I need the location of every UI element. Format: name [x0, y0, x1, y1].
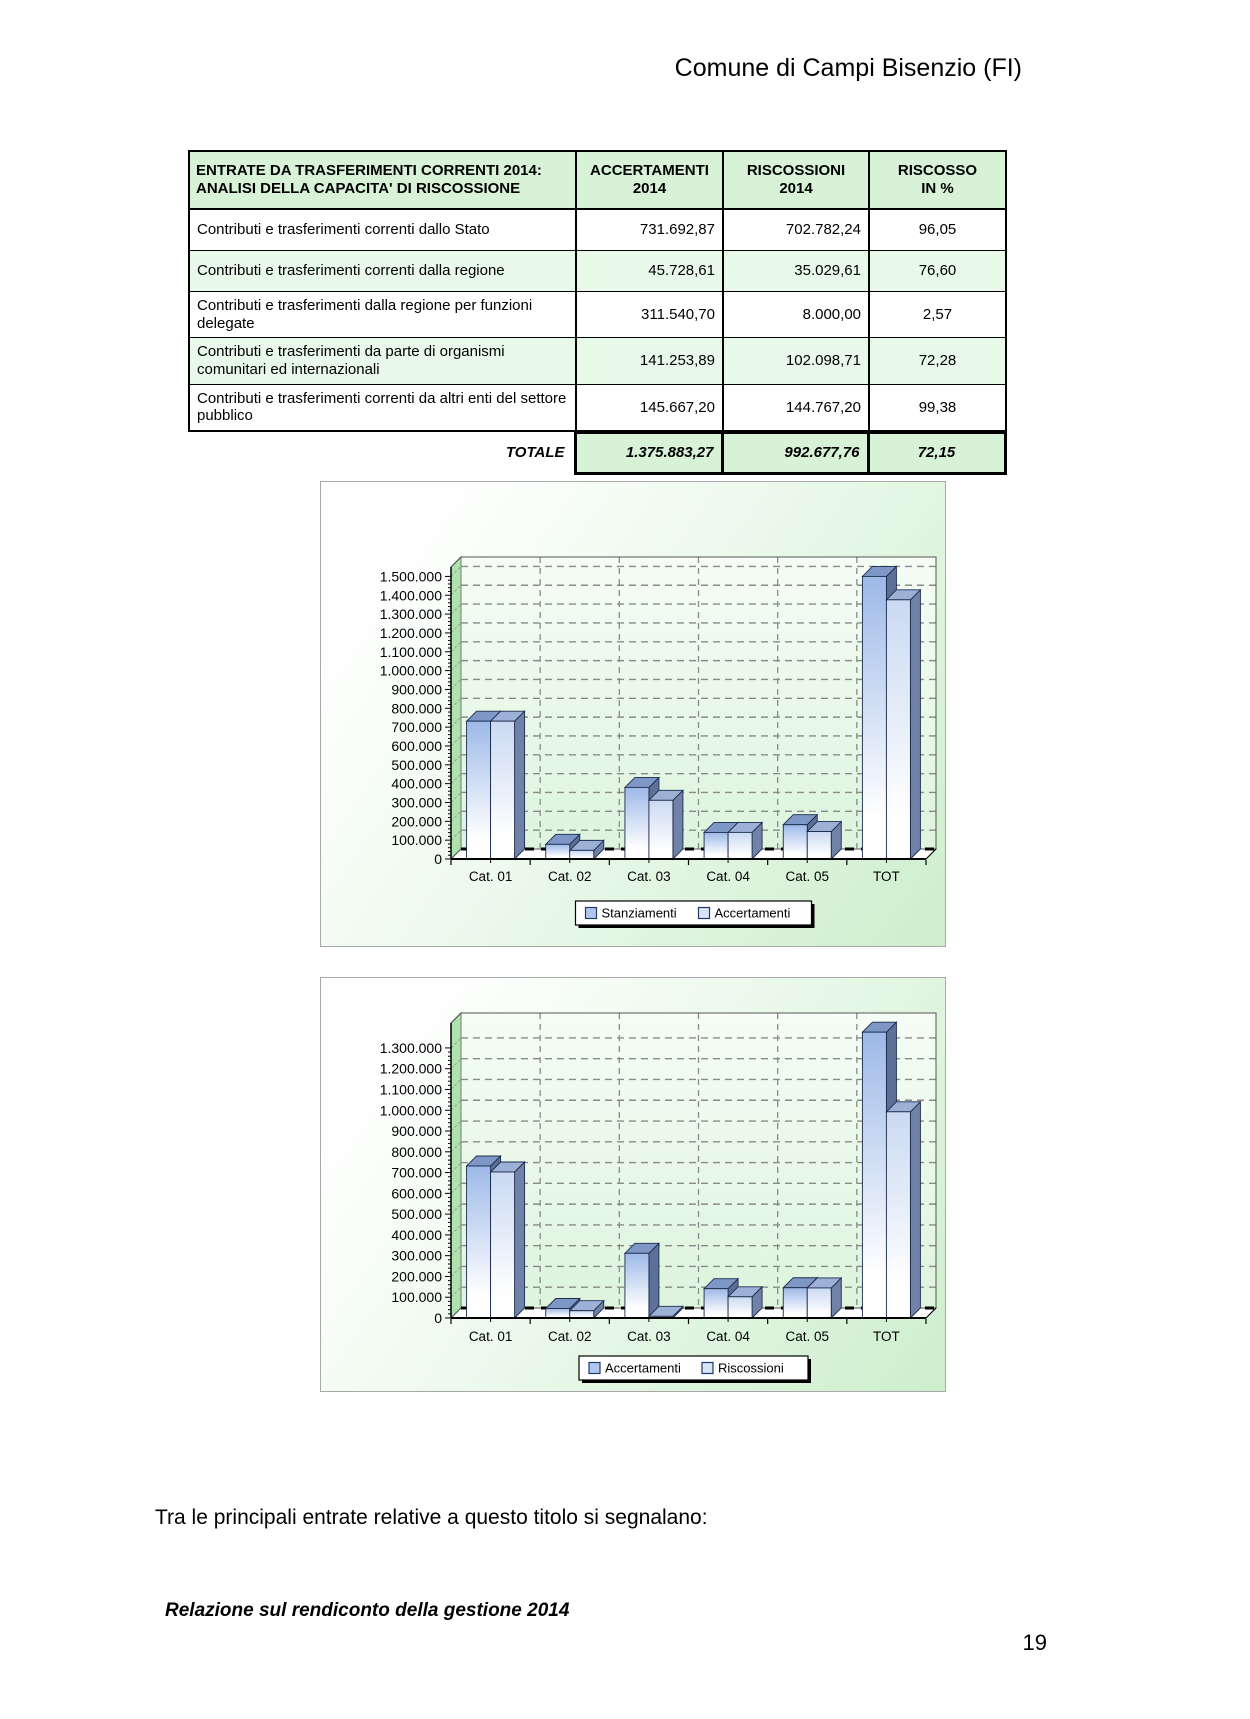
col-header-riscosso: RISCOSSO IN % [869, 151, 1006, 209]
table-total-row [188, 431, 1007, 475]
svg-text:Cat. 02: Cat. 02 [547, 869, 592, 884]
accertamenti-riscossioni-chart-svg [321, 978, 945, 1391]
svg-text:300.000: 300.000 [391, 794, 442, 811]
svg-text:1.300.000: 1.300.000 [379, 606, 442, 623]
svg-text:Accertamenti: Accertamenti [714, 905, 791, 921]
svg-text:Riscossioni: Riscossioni [718, 1360, 784, 1376]
document-footer: Relazione sul rendiconto della gestione 2014 [165, 1600, 570, 1621]
svg-text:200.000: 200.000 [391, 813, 442, 830]
cell-riscossioni: 8.000,00 [723, 292, 869, 338]
document-header: Comune di Campi Bisenzio (FI) [674, 54, 1022, 82]
total-riscossioni: 992.677,76 [722, 433, 868, 474]
row-label: Contributi e trasferimenti dalla regione per funzioni delegate [189, 292, 576, 338]
table-row [189, 384, 1006, 431]
svg-text:1.300.000: 1.300.000 [379, 1039, 442, 1056]
cell-riscosso: 76,60 [869, 251, 1006, 292]
svg-text:Stanziamenti: Stanziamenti [601, 905, 677, 921]
body-paragraph: Tra le principali entrate relative a questo titolo si segnalano: [155, 1506, 708, 1529]
svg-text:200.000: 200.000 [391, 1268, 442, 1285]
entrate-table [188, 150, 1007, 432]
svg-text:Cat. 05: Cat. 05 [785, 869, 830, 884]
svg-text:Cat. 01: Cat. 01 [468, 1329, 513, 1344]
svg-text:400.000: 400.000 [391, 775, 442, 792]
table-title-line2: ANALISI DELLA CAPACITA' DI RISCOSSIONE [196, 180, 521, 197]
row-label: Contributi e trasferimenti correnti dalla regione [189, 251, 576, 292]
table-row [189, 292, 1006, 338]
svg-text:400.000: 400.000 [391, 1226, 442, 1243]
svg-text:700.000: 700.000 [391, 1164, 442, 1181]
svg-text:Accertamenti: Accertamenti [605, 1360, 681, 1376]
svg-text:Cat. 01: Cat. 01 [468, 869, 513, 884]
svg-text:Cat. 04: Cat. 04 [706, 869, 750, 884]
table-header-row [189, 151, 1006, 209]
svg-text:Cat. 03: Cat. 03 [627, 869, 671, 884]
svg-text:1.500.000: 1.500.000 [379, 568, 442, 585]
table-row [189, 209, 1006, 251]
cell-accertamenti: 731.692,87 [576, 209, 723, 251]
svg-text:TOT: TOT [873, 869, 900, 884]
svg-text:0: 0 [434, 851, 442, 867]
svg-text:0: 0 [434, 1310, 442, 1326]
cell-riscossioni: 102.098,71 [723, 338, 869, 384]
cell-riscosso: 2,57 [869, 292, 1006, 338]
svg-text:1.000.000: 1.000.000 [379, 1102, 442, 1119]
col-header-accertamenti: ACCERTAMENTI 2014 [576, 151, 723, 209]
svg-text:500.000: 500.000 [391, 756, 442, 773]
svg-text:1.200.000: 1.200.000 [379, 624, 442, 641]
cell-accertamenti: 311.540,70 [576, 292, 723, 338]
svg-text:1.100.000: 1.100.000 [379, 643, 442, 660]
accertamenti-riscossioni-chart [320, 977, 946, 1392]
svg-text:600.000: 600.000 [391, 1185, 442, 1202]
table-title-cell [189, 151, 576, 209]
svg-text:500.000: 500.000 [391, 1206, 442, 1223]
cell-accertamenti: 141.253,89 [576, 338, 723, 384]
svg-text:300.000: 300.000 [391, 1247, 442, 1264]
cell-riscosso: 99,38 [869, 384, 1006, 431]
cell-riscosso: 72,28 [869, 338, 1006, 384]
svg-text:100.000: 100.000 [391, 832, 442, 849]
collection-capacity-table [188, 150, 1005, 475]
row-label: Contributi e trasferimenti correnti da altri enti del settore pubblico [189, 384, 576, 431]
table-row [189, 338, 1006, 384]
row-label: Contributi e trasferimenti da parte di organismi comunitari ed internazionali [189, 338, 576, 384]
cell-accertamenti: 145.667,20 [576, 384, 723, 431]
cell-riscossioni: 702.782,24 [723, 209, 869, 251]
svg-text:100.000: 100.000 [391, 1289, 442, 1306]
svg-text:800.000: 800.000 [391, 1143, 442, 1160]
row-label: Contributi e trasferimenti correnti dallo Stato [189, 209, 576, 251]
svg-text:TOT: TOT [873, 1329, 900, 1344]
total-label: TOTALE [505, 444, 565, 462]
cell-riscossioni: 144.767,20 [723, 384, 869, 431]
page-number: 19 [1022, 1630, 1047, 1655]
svg-text:1.100.000: 1.100.000 [379, 1081, 442, 1098]
svg-text:700.000: 700.000 [391, 719, 442, 736]
svg-text:600.000: 600.000 [391, 737, 442, 754]
svg-text:Cat. 05: Cat. 05 [785, 1329, 830, 1344]
svg-text:Cat. 02: Cat. 02 [547, 1329, 592, 1344]
cell-riscossioni: 35.029,61 [723, 251, 869, 292]
svg-text:900.000: 900.000 [391, 1123, 442, 1140]
svg-text:900.000: 900.000 [391, 681, 442, 698]
svg-text:800.000: 800.000 [391, 700, 442, 717]
svg-text:Cat. 04: Cat. 04 [706, 1329, 750, 1344]
stanziamenti-accertamenti-chart-svg [321, 482, 945, 946]
svg-text:1.000.000: 1.000.000 [379, 662, 442, 679]
table-row [189, 251, 1006, 292]
cell-accertamenti: 45.728,61 [576, 251, 723, 292]
svg-text:1.400.000: 1.400.000 [379, 587, 442, 604]
svg-text:Cat. 03: Cat. 03 [627, 1329, 671, 1344]
stanziamenti-accertamenti-chart [320, 481, 946, 947]
cell-riscosso: 96,05 [869, 209, 1006, 251]
total-accertamenti: 1.375.883,27 [575, 433, 722, 474]
svg-text:1.200.000: 1.200.000 [379, 1060, 442, 1077]
table-title-line1: ENTRATE DA TRASFERIMENTI CORRENTI 2014: [196, 162, 542, 180]
col-header-riscossioni: RISCOSSIONI 2014 [723, 151, 869, 209]
total-riscosso: 72,15 [868, 433, 1005, 474]
